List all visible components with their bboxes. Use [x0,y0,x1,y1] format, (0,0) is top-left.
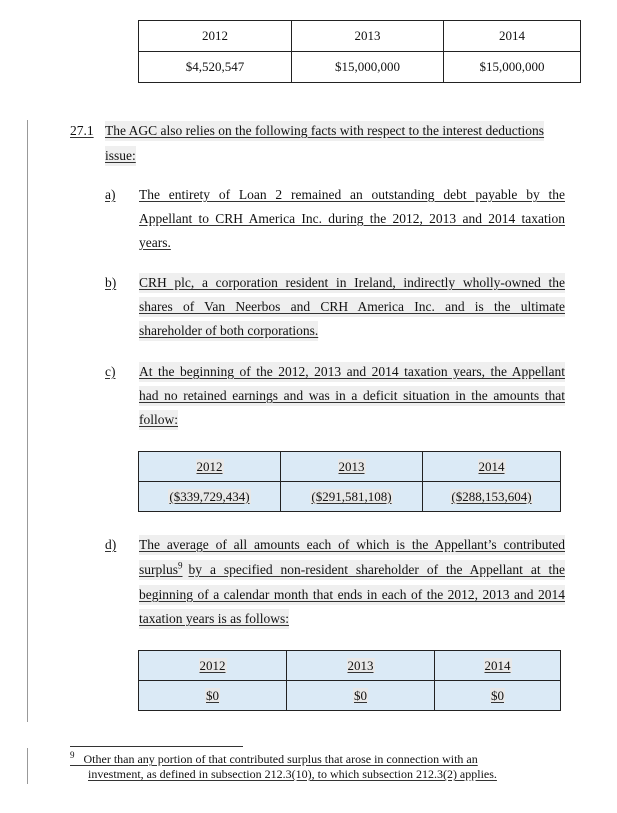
year-label: 2012 [196,458,223,474]
table-row [139,651,561,681]
item-label: b) [105,275,117,290]
year-label: 2013 [338,458,365,474]
table-cell: 2012 [139,21,292,52]
table-cell [139,482,281,512]
item-text-line: taxation years is as follows: [139,609,289,629]
item-text-line [139,560,565,580]
item-text-fragment [139,560,183,580]
table-cell [139,651,287,681]
year-label: 2012 [199,657,226,673]
section-intro-line: issue: [105,146,136,166]
amount-value: $0 [491,687,504,703]
amount-value: $0 [206,687,219,703]
footnote [70,752,550,782]
table-row [139,482,561,512]
table-cell [423,452,561,482]
table-cell [139,681,287,711]
table-cell: $15,000,000 [444,52,581,83]
item-text-line: years. [139,235,171,250]
table-row [139,52,581,83]
item-label: c) [105,364,116,379]
table-cell [287,651,435,681]
year-label: 2014 [484,657,511,673]
revision-bar [27,748,28,784]
deficit-table [138,451,561,512]
table-cell: 2013 [292,21,444,52]
table-row [139,681,561,711]
item-text-line: Appellant to CRH America Inc. during the 2012, 2013 and 2014 taxation [139,211,565,226]
footnote-marker: 9 [70,750,75,760]
table-cell [435,681,561,711]
footnote-separator [70,746,243,747]
amount-value: $0 [354,687,367,703]
item-text-line: beginning of a calendar month that ends in each of the 2012, 2013 and 2014 [139,585,565,605]
item-text-line: follow: [139,410,178,430]
table-row [139,21,581,52]
amount-value: ($288,153,604) [451,488,532,504]
table-cell [423,482,561,512]
table-cell: $15,000,000 [292,52,444,83]
table-cell [287,681,435,711]
table-cell [281,482,423,512]
item-text-line: The average of all amounts each of which is the Appellant’s contributed [139,535,565,555]
footnote-line: investment, as defined in subsection 212.3(10), to which subsection 212.3(2) applies. [88,767,497,781]
item-text-line: had no retained earnings and was in a deficit situation in the amounts that [139,386,565,406]
table-cell [435,651,561,681]
table-row [139,452,561,482]
revision-bar [27,120,28,722]
item-text-line: The entirety of Loan 2 remained an outstanding debt payable by the [139,187,565,202]
amount-value: ($291,581,108) [311,488,392,504]
item-label: a) [105,187,116,202]
amount-value: ($339,729,434) [169,488,250,504]
section-intro-line: The AGC also relies on the following facts with respect to the interest deductions [105,121,544,141]
footnote-text: Other than any portion of that contributed surplus that arose in connection with an [83,752,478,766]
item-label: d) [105,537,117,552]
item-text-line: shares of Van Neerbos and CRH America Inc. and is the ultimate [139,297,565,317]
surplus-table [138,650,561,711]
item-text-line: shareholder of both corporations. [139,321,318,341]
top-amounts-table [138,20,581,83]
item-text-line: CRH plc, a corporation resident in Ireland, indirectly wholly-owned the [139,273,565,293]
item-text-line: At the beginning of the 2012, 2013 and 2014 taxation years, the Appellant [139,362,565,382]
item-text-fragment: by a specified non-resident shareholder of the Appellant at the [188,562,565,577]
year-label: 2014 [478,458,505,474]
table-cell: $4,520,547 [139,52,292,83]
table-cell [281,452,423,482]
item-text-fragment: surplus [139,562,179,577]
year-label: 2013 [347,657,374,673]
footnote-ref[interactable]: 9 [178,560,183,571]
footnote-line [70,752,550,767]
section-number: 27.1 [70,123,94,138]
table-cell: 2014 [444,21,581,52]
table-cell [139,452,281,482]
